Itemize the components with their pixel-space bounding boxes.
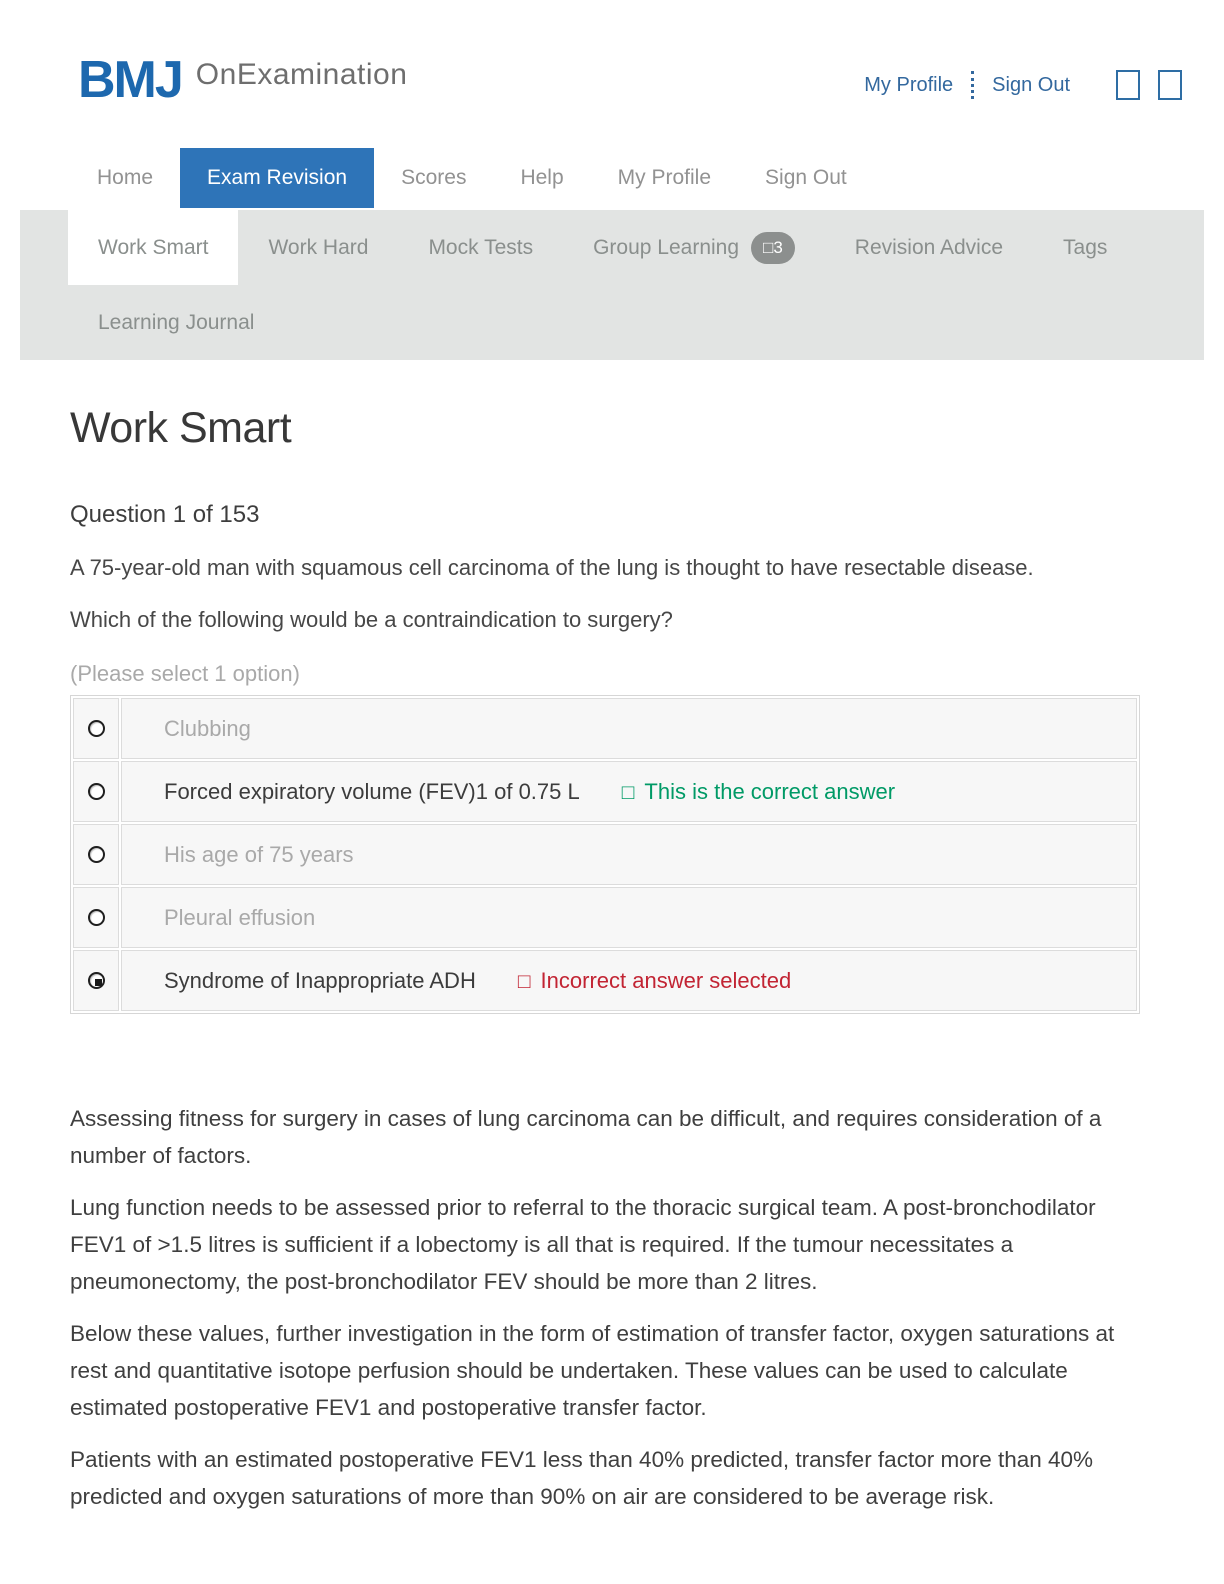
social-icons bbox=[1098, 70, 1182, 100]
dotted-divider bbox=[971, 71, 974, 99]
explanation-paragraph: Lung function needs to be assessed prior to referral to the thoracic surgical team. A post-bronchodilator FEV1 of >1.5 litres is sufficient if a lobectomy is all that is required. If the tumour necessitates a pneumonectomy, the post-bronchodilator FEV should be more than 2 litres. bbox=[70, 1195, 1096, 1294]
subnav-row-1 bbox=[20, 210, 1204, 285]
nav-scores[interactable]: Scores bbox=[401, 166, 467, 189]
select-hint: (Please select 1 option) bbox=[70, 661, 300, 686]
correct-answer-status bbox=[622, 779, 895, 804]
option-label: Pleural effusion bbox=[164, 904, 316, 930]
nav-exam-revision[interactable]: Exam Revision bbox=[180, 148, 374, 208]
explanation-paragraph: Below these values, further investigation in the form of estimation of transfer factor, oxygen saturations at rest and quantitative isotope perfusion should be undertaken. These values can be used to calculate estimated postoperative FEV1 and postoperative transfer factor. bbox=[70, 1321, 1115, 1420]
main-navigation bbox=[0, 148, 1224, 208]
bmj-logo: BMJ bbox=[78, 51, 182, 109]
option-row-age bbox=[73, 824, 1137, 885]
radio-clubbing[interactable] bbox=[88, 720, 105, 737]
check-icon: □ bbox=[621, 780, 635, 804]
nav-help[interactable]: Help bbox=[520, 166, 564, 189]
nav-sign-out[interactable]: Sign Out bbox=[765, 166, 847, 189]
bmj-onexamination-logo[interactable] bbox=[78, 52, 407, 108]
radio-pleural-effusion[interactable] bbox=[88, 909, 105, 926]
question-stem: A 75-year-old man with squamous cell carcinoma of the lung is thought to have resectable disease. bbox=[70, 555, 1034, 580]
option-label: Clubbing bbox=[164, 715, 251, 741]
option-row-pleural-effusion bbox=[73, 887, 1137, 948]
incorrect-answer-status bbox=[518, 968, 791, 993]
status-text: This is the correct answer bbox=[644, 778, 896, 804]
subnav-group-learning-label: Group Learning bbox=[593, 236, 740, 259]
option-label: Syndrome of Inappropriate ADH bbox=[164, 967, 476, 993]
header-utility-links bbox=[864, 70, 1182, 100]
group-learning-count-badge bbox=[751, 232, 795, 264]
social-icon-2[interactable] bbox=[1158, 70, 1182, 100]
question-prompt: Which of the following would be a contraindication to surgery? bbox=[70, 607, 673, 632]
sign-out-link[interactable]: Sign Out bbox=[992, 73, 1070, 96]
onexamination-wordmark: OnExamination bbox=[195, 58, 408, 91]
subnav-work-smart[interactable]: Work Smart bbox=[68, 210, 238, 285]
subnav-tags[interactable]: Tags bbox=[1063, 236, 1108, 259]
answer-options-table bbox=[70, 695, 1140, 1014]
option-label: Forced expiratory volume (FEV)1 of 0.75 L bbox=[164, 778, 580, 804]
exam-revision-subnav bbox=[20, 210, 1204, 360]
nav-my-profile[interactable]: My Profile bbox=[617, 166, 712, 189]
option-row-clubbing bbox=[73, 698, 1137, 759]
badge-icon: □ bbox=[763, 237, 774, 257]
subnav-revision-advice[interactable]: Revision Advice bbox=[854, 236, 1004, 259]
page-header bbox=[0, 0, 1224, 148]
subnav-learning-journal[interactable]: Learning Journal bbox=[98, 311, 255, 334]
status-text: Incorrect answer selected bbox=[540, 967, 792, 993]
radio-siadh-selected[interactable] bbox=[88, 972, 105, 989]
radio-age[interactable] bbox=[88, 846, 105, 863]
page-title: Work Smart bbox=[70, 404, 292, 452]
cross-icon: □ bbox=[517, 969, 531, 993]
option-label: His age of 75 years bbox=[164, 841, 354, 867]
subnav-group-learning[interactable] bbox=[563, 210, 825, 285]
question-counter: Question 1 of 153 bbox=[70, 501, 260, 528]
main-content bbox=[0, 404, 1224, 1515]
subnav-mock-tests[interactable]: Mock Tests bbox=[428, 236, 534, 259]
subnav-row-2 bbox=[20, 285, 1204, 360]
radio-fev[interactable] bbox=[88, 783, 105, 800]
explanation-paragraph: Patients with an estimated postoperative FEV1 less than 40% predicted, transfer factor more than 40% predicted and oxygen saturations of more than 90% on air are considered to be average risk. bbox=[70, 1447, 1094, 1509]
option-row-fev bbox=[73, 761, 1137, 822]
social-icon-1[interactable] bbox=[1116, 70, 1140, 100]
option-row-siadh bbox=[73, 950, 1137, 1011]
explanation-paragraph: Assessing fitness for surgery in cases of lung carcinoma can be difficult, and requires consideration of a number of factors. bbox=[70, 1106, 1102, 1168]
nav-home[interactable]: Home bbox=[97, 166, 154, 189]
badge-count: 3 bbox=[773, 237, 783, 257]
my-profile-link[interactable]: My Profile bbox=[864, 73, 954, 96]
subnav-work-hard[interactable]: Work Hard bbox=[268, 236, 369, 259]
answer-explanation bbox=[70, 1100, 1140, 1515]
